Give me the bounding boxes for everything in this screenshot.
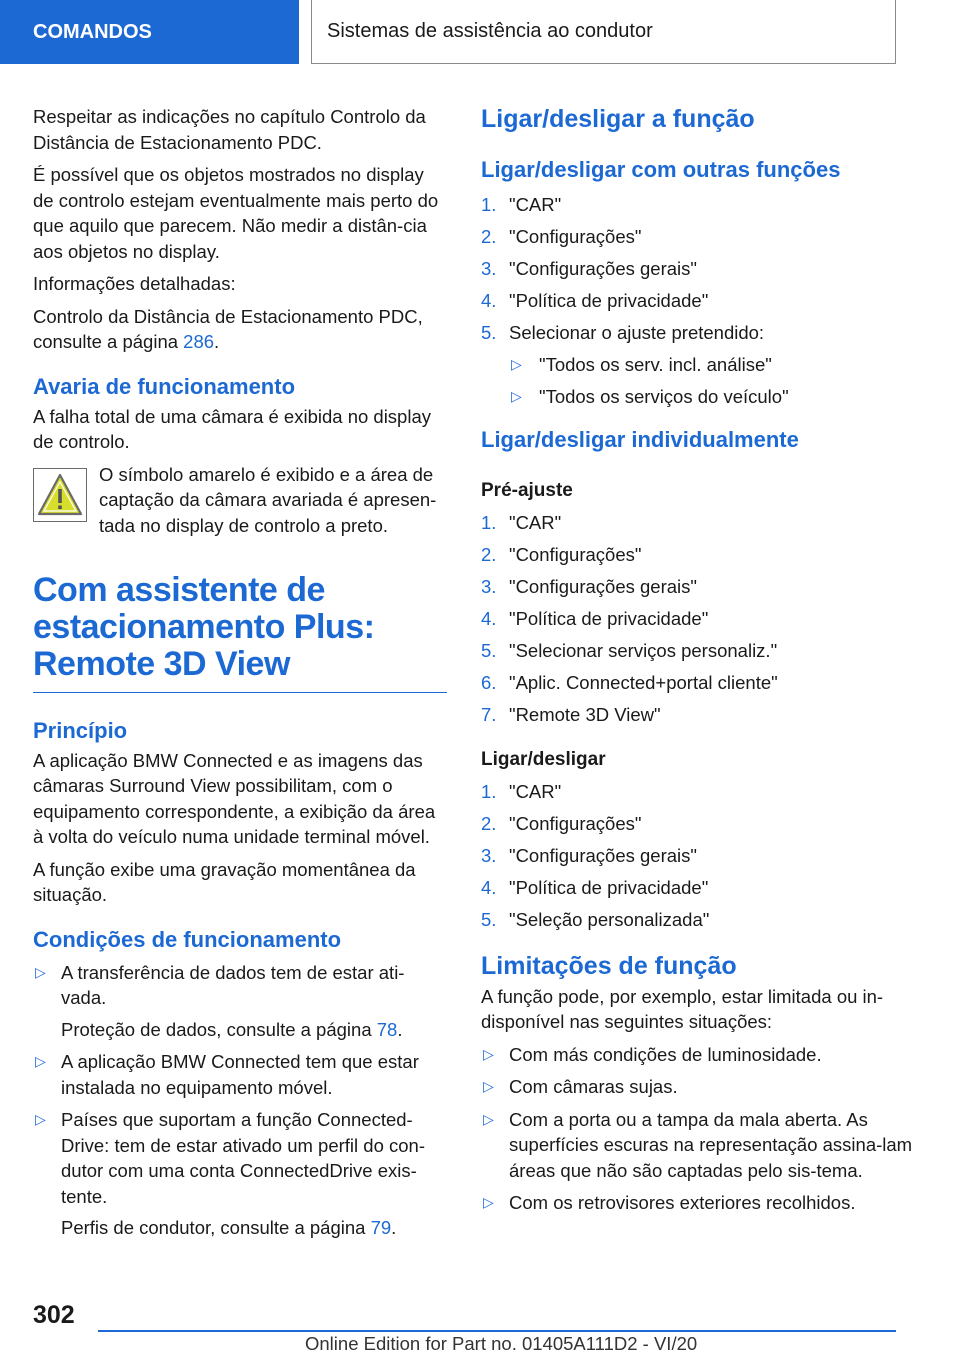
steps-list	[481, 510, 926, 728]
chapter-heading: Com assistente de estacionamento Plus: Remote 3D View	[33, 570, 375, 683]
paragraph: A falha total de uma câmara é exibida no display de controlo.	[33, 405, 431, 452]
bullet-triangle-icon: ▷	[511, 355, 522, 372]
limitations-list	[481, 1042, 926, 1216]
list-item: ▷ Com os retrovisores exteriores recolhidos.	[481, 1190, 926, 1216]
steps-list	[481, 192, 926, 410]
chapter-title: Sistemas de assistência ao condutor	[311, 0, 896, 64]
warning-icon	[33, 468, 87, 522]
bullet-triangle-icon: ▷	[35, 1053, 46, 1069]
list-item: 6. "Aplic. Connected+portal cliente"	[481, 671, 778, 693]
warning-text: O símbolo amarelo é exibido e a área de captação da câmara avariada é apresen‐tada no display de controlo a preto.	[99, 463, 437, 536]
steps-list	[481, 779, 926, 933]
list-item: 2. "Configurações"	[481, 813, 642, 834]
section-heading: Ligar/desligar a função	[481, 105, 755, 133]
list-item: ▷ "Todos os serviços do veículo"	[509, 384, 926, 410]
list-item: ▷ Com más condições de luminosidade.	[481, 1042, 926, 1068]
list-item: 1. "CAR"	[481, 194, 562, 215]
warning-note	[33, 462, 447, 542]
list-item: 7. "Remote 3D View"	[481, 703, 661, 725]
sub-list	[509, 352, 926, 410]
footer-rule	[98, 1330, 896, 1332]
section-heading: Limitações de função	[481, 951, 737, 980]
conditions-list	[33, 960, 447, 1241]
page-link[interactable]: 79	[370, 1217, 392, 1238]
list-item: 5. Selecionar o ajuste pretendido: ▷ "Todos os serv. incl. análise" ▷ "Todos os serviços do veículo"	[481, 320, 926, 410]
list-item: 2. "Configurações"	[481, 543, 642, 565]
list-item: 4. "Política de privacidade"	[481, 607, 709, 629]
page-link[interactable]: 286	[183, 331, 215, 352]
bullet-triangle-icon: ▷	[35, 1111, 46, 1127]
list-item: 4. "Política de privacidade"	[481, 877, 709, 898]
bullet-triangle-icon: ▷	[511, 388, 522, 404]
paragraph: É possível que os objetos mostrados no display de controlo estejam eventualmente mais perto do que aquilo que parecem. Não medir a distân‐cia aos objetos no display.	[33, 164, 439, 262]
bullet-triangle-icon: ▷	[483, 1194, 494, 1210]
list-item: 1. "CAR"	[481, 511, 562, 533]
list-item: ▷ Com câmaras sujas.	[481, 1074, 926, 1100]
paragraph: Respeitar as indicações no capítulo Controlo da Distância de Estacionamento PDC.	[33, 106, 426, 153]
section-heading: Avaria de funcionamento	[33, 373, 296, 399]
bullet-triangle-icon: ▷	[483, 1045, 494, 1062]
minor-heading: Ligar/desligar	[481, 749, 606, 770]
paragraph: A aplicação BMW Connected e as imagens das câmaras Surround View possibilitam, com o equipamento correspondente, a exibição da área à volta do veículo numa unidade terminal móvel.	[33, 749, 436, 847]
list-item: 1. "CAR"	[481, 781, 562, 802]
paragraph: Controlo da Distância de Estacionamento PDC, consulte a página 286.	[33, 305, 423, 352]
section-tab: COMANDOS	[0, 0, 299, 64]
left-column	[33, 104, 447, 1248]
paragraph: Informações detalhadas:	[33, 273, 236, 294]
bullet-triangle-icon: ▷	[483, 1110, 494, 1127]
list-item: 5. "Seleção personalizada"	[481, 909, 710, 930]
list-item: ▷ "Todos os serv. incl. análise"	[509, 352, 926, 378]
list-item: 5. "Selecionar serviços personaliz."	[481, 639, 778, 661]
list-item: 3. "Configurações gerais"	[481, 258, 697, 279]
bullet-triangle-icon: ▷	[483, 1078, 494, 1094]
paragraph: A função pode, por exemplo, estar limitada ou in‐disponível nas seguintes situações:	[481, 985, 884, 1032]
list-item: 3. "Configurações gerais"	[481, 845, 697, 866]
list-item: ▷ A transferência de dados tem de estar ati‐vada. Proteção de dados, consulte a página 78.	[35, 961, 405, 1040]
list-item: ▷ Países que suportam a função Connected‐Drive: tem de estar ativado um perfil do con‐dutor com uma conta ConnectedDrive exis‐tente. Perfis de condutor, consulte a página 79.	[35, 1109, 425, 1238]
list-item: 3. "Configurações gerais"	[481, 575, 697, 597]
page-link[interactable]: 78	[376, 1018, 398, 1040]
list-item: 4. "Política de privacidade"	[481, 290, 709, 311]
page-header	[0, 0, 960, 66]
section-heading: Princípio	[33, 717, 128, 743]
section-heading: Condições de funcionamento	[33, 926, 342, 952]
subsection-heading: Ligar/desligar com outras funções	[481, 157, 841, 182]
minor-heading: Pré-ajuste	[481, 479, 573, 501]
list-item: 2. "Configurações"	[481, 226, 642, 247]
paragraph: A função exibe uma gravação momentânea da situação.	[33, 858, 416, 905]
list-item: ▷ A aplicação BMW Connected tem que estar instalada no equipamento móvel.	[35, 1051, 419, 1098]
subsection-heading: Ligar/desligar individualmente	[481, 426, 799, 452]
right-column	[481, 104, 926, 1223]
bullet-triangle-icon: ▷	[35, 963, 46, 980]
list-item: ▷ Com a porta ou a tampa da mala aberta. As superfícies escuras na representação assina‐lam áreas que não são captadas pelo sis‐tema.	[483, 1108, 913, 1181]
page-number: 302	[33, 1301, 75, 1329]
edition-text: Online Edition for Part no. 01405A111D2 - VI/20	[305, 1333, 698, 1354]
heading-rule	[33, 692, 447, 693]
